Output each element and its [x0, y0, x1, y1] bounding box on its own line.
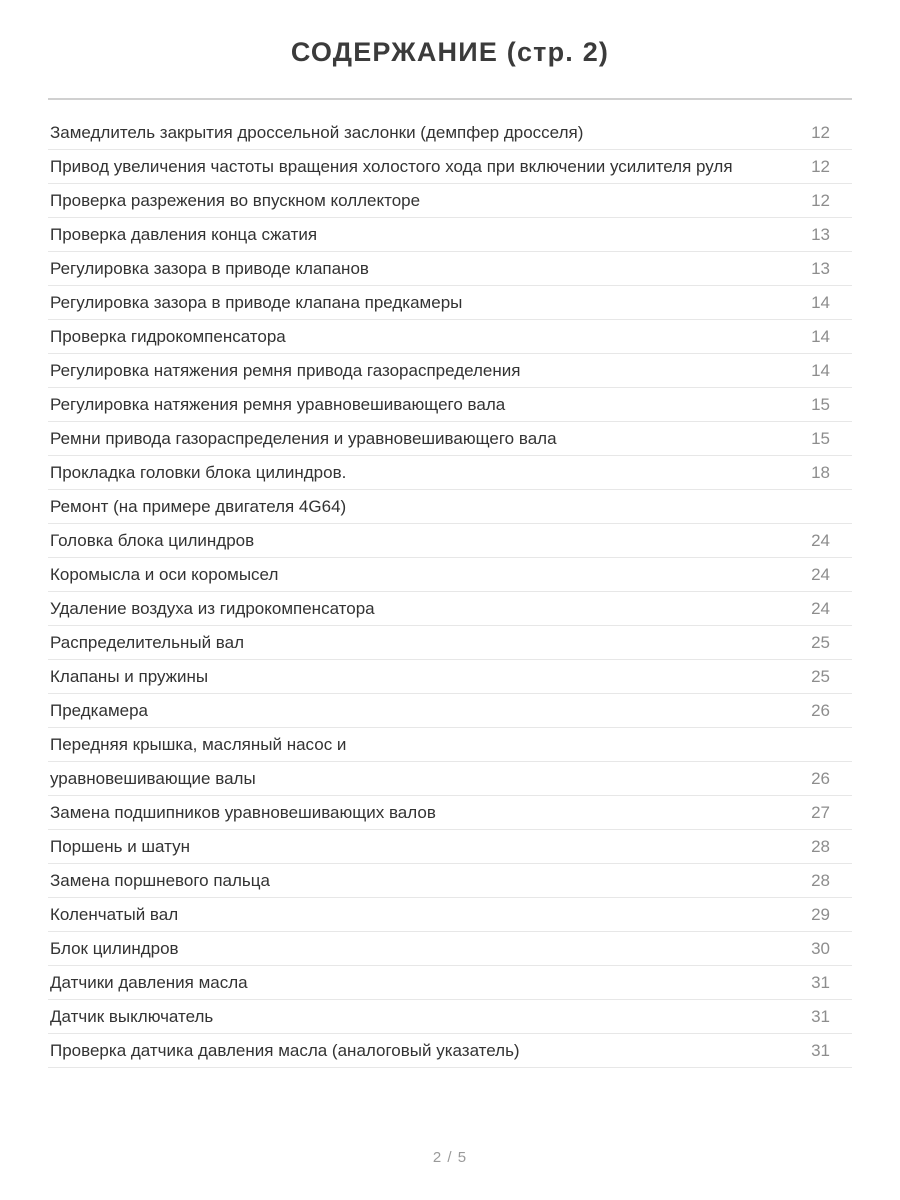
toc-row — [48, 490, 852, 524]
toc-entry-page-number: 24 — [811, 598, 830, 618]
toc-entry-title: Коленчатый вал — [50, 904, 179, 924]
toc-entry-page-number: 12 — [811, 156, 830, 176]
toc-row — [48, 354, 852, 388]
toc-entry-page-number: 15 — [811, 428, 830, 448]
toc-row — [48, 218, 852, 252]
toc-entry-title: Датчики давления масла — [50, 972, 248, 992]
toc-row — [48, 558, 852, 592]
toc-entry-title: Распределительный вал — [50, 632, 244, 652]
toc-entry-page-number: 24 — [811, 530, 830, 550]
toc-entry-title: Привод увеличения частоты вращения холостого хода при включении усилителя руля — [50, 156, 733, 176]
toc-entry-title: Проверка гидрокомпенсатора — [50, 326, 286, 346]
toc-row — [48, 898, 852, 932]
toc-entry-title: Передняя крышка, масляный насос и — [50, 734, 347, 754]
toc-entry-page-number: 13 — [811, 258, 830, 278]
toc-entry-page-number: 14 — [811, 326, 830, 346]
toc-row — [48, 1034, 852, 1068]
toc-row — [48, 932, 852, 966]
toc-row — [48, 184, 852, 218]
toc-entry-page-number: 29 — [811, 904, 830, 924]
toc-entry-title: Прокладка головки блока цилиндров. — [50, 462, 347, 482]
toc-entry-title: Ремонт (на примере двигателя 4G64) — [50, 496, 347, 516]
toc-entry-title: Удаление воздуха из гидрокомпенсатора — [50, 598, 375, 618]
toc-entry-page-number: 18 — [811, 462, 830, 482]
page-indicator: 2 / 5 — [432, 1149, 468, 1166]
toc-entry-title: Блок цилиндров — [50, 938, 179, 958]
toc-entry-page-number: 26 — [811, 768, 830, 788]
toc-row — [48, 320, 852, 354]
toc-entry-title: Замедлитель закрытия дроссельной заслонки (демпфер дросселя) — [50, 122, 584, 142]
toc-row — [48, 694, 852, 728]
toc-row — [48, 456, 852, 490]
toc-entry-title: Регулировка натяжения ремня привода газораспределения — [50, 360, 521, 380]
toc-list — [48, 116, 852, 1068]
toc-row — [48, 830, 852, 864]
toc-row — [48, 422, 852, 456]
toc-row — [48, 626, 852, 660]
toc-entry-page-number: 31 — [811, 972, 830, 992]
toc-entry-title: уравновешивающие валы — [50, 768, 256, 788]
toc-row — [48, 388, 852, 422]
toc-entry-page-number: 25 — [811, 666, 830, 686]
toc-entry-page-number: 12 — [811, 190, 830, 210]
toc-row — [48, 864, 852, 898]
toc-row — [48, 116, 852, 150]
toc-row — [48, 796, 852, 830]
toc-entry-page-number: 26 — [811, 700, 830, 720]
toc-entry-page-number: 28 — [811, 870, 830, 890]
toc-entry-page-number: 30 — [811, 938, 830, 958]
toc-row — [48, 592, 852, 626]
toc-entry-title: Проверка давления конца сжатия — [50, 224, 318, 244]
title-divider — [48, 98, 852, 100]
toc-row — [48, 762, 852, 796]
toc-entry-page-number: 12 — [811, 122, 830, 142]
toc-row — [48, 728, 852, 762]
toc-entry-page-number: 31 — [811, 1006, 830, 1026]
toc-row — [48, 252, 852, 286]
toc-entry-title: Проверка разрежения во впускном коллекторе — [50, 190, 421, 210]
toc-entry-page-number: 25 — [811, 632, 830, 652]
toc-entry-title: Головка блока цилиндров — [50, 530, 255, 550]
toc-entry-title: Датчик выключатель — [50, 1006, 214, 1026]
toc-entry-title: Ремни привода газораспределения и уравновешивающего вала — [50, 428, 557, 448]
toc-entry-title: Регулировка зазора в приводе клапана предкамеры — [50, 292, 463, 312]
toc-row — [48, 966, 852, 1000]
toc-row — [48, 660, 852, 694]
toc-entry-title: Предкамера — [50, 700, 148, 720]
toc-entry-title: Замена подшипников уравновешивающих валов — [50, 802, 436, 822]
toc-entry-page-number: 15 — [811, 394, 830, 414]
toc-row — [48, 524, 852, 558]
toc-entry-page-number: 28 — [811, 836, 830, 856]
page-title: СОДЕРЖАНИЕ (стр. 2) — [290, 37, 610, 67]
toc-row — [48, 150, 852, 184]
toc-entry-page-number: 14 — [811, 360, 830, 380]
toc-entry-page-number: 13 — [811, 224, 830, 244]
toc-entry-title: Клапаны и пружины — [50, 666, 209, 686]
toc-row — [48, 286, 852, 320]
toc-entry-title: Регулировка зазора в приводе клапанов — [50, 258, 369, 278]
toc-entry-title: Коромысла и оси коромысел — [50, 564, 279, 584]
toc-entry-title: Проверка датчика давления масла (аналоговый указатель) — [50, 1040, 520, 1060]
toc-entry-page-number: 27 — [811, 802, 830, 822]
toc-entry-title: Регулировка натяжения ремня уравновешивающего вала — [50, 394, 506, 414]
toc-entry-page-number: 14 — [811, 292, 830, 312]
toc-entry-title: Замена поршневого пальца — [50, 870, 270, 890]
toc-entry-title: Поршень и шатун — [50, 836, 190, 856]
toc-row — [48, 1000, 852, 1034]
toc-entry-page-number: 31 — [811, 1040, 830, 1060]
toc-entry-page-number: 24 — [811, 564, 830, 584]
